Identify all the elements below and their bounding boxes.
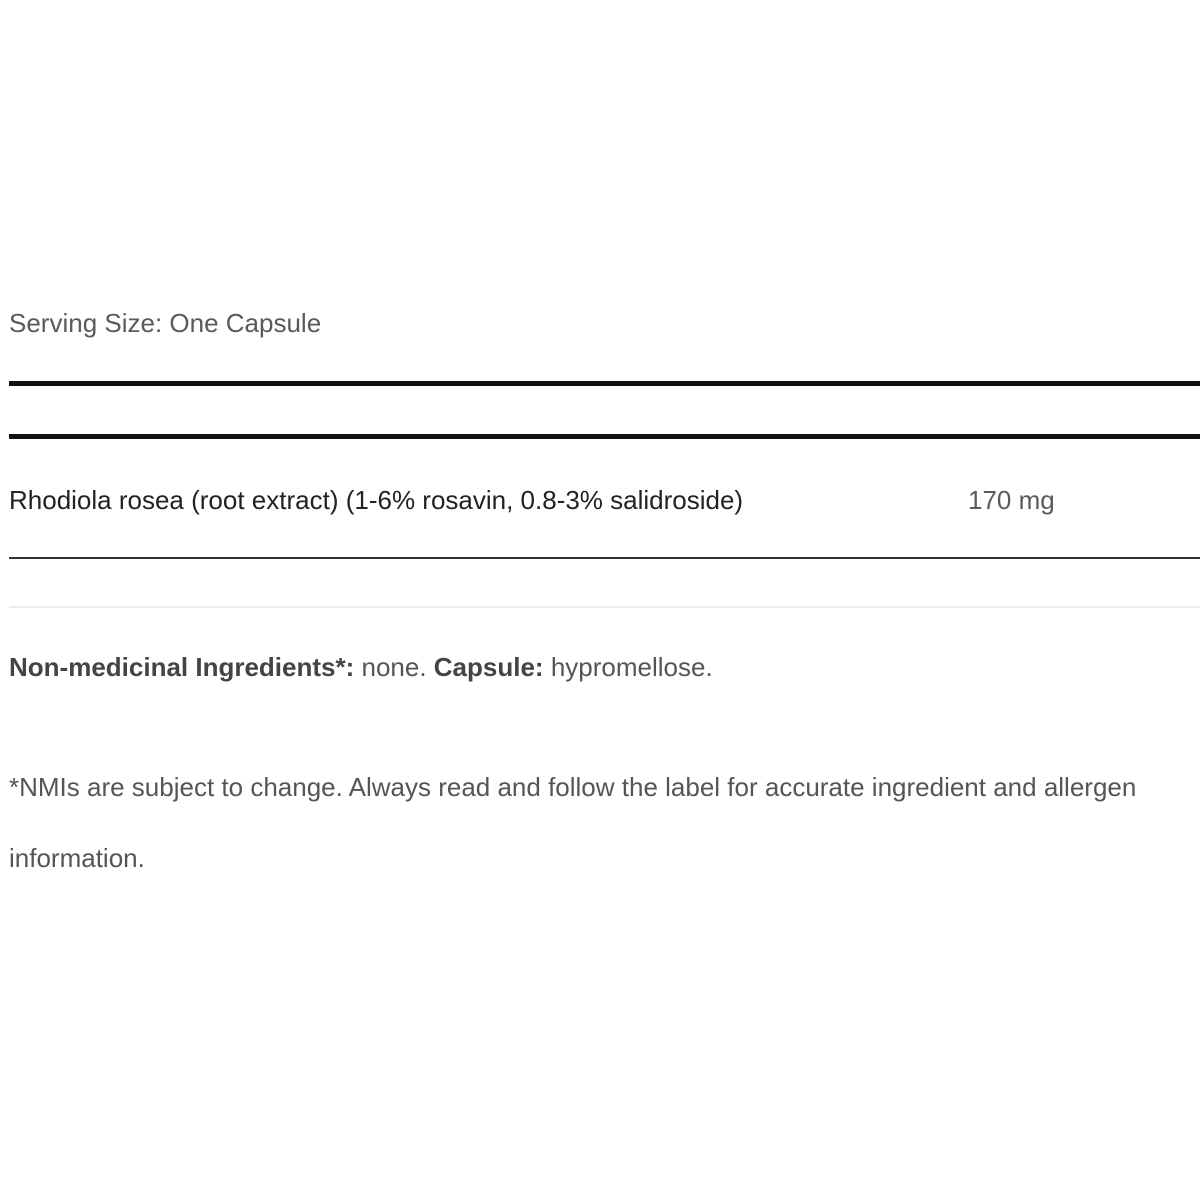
capsule-label: Capsule: bbox=[433, 652, 544, 682]
capsule-value: hypromellose. bbox=[543, 652, 713, 682]
ingredient-amount: 170 mg bbox=[968, 485, 1055, 515]
disclaimer-line-2: information. bbox=[9, 843, 145, 873]
serving-size: Serving Size: One Capsule bbox=[9, 308, 322, 338]
nmi-disclaimer bbox=[9, 752, 1200, 894]
table-top-rule bbox=[9, 381, 1200, 386]
ingredient-name: Rhodiola rosea (root extract) (1-6% rosavin, 0.8-3% salidroside) bbox=[9, 485, 744, 515]
non-medicinal-ingredients bbox=[9, 650, 713, 684]
section-divider bbox=[9, 606, 1200, 608]
table-bottom-rule bbox=[9, 557, 1200, 559]
disclaimer-line-1: *NMIs are subject to change. Always read and follow the label for accurate ingredient and allergen bbox=[9, 772, 1137, 802]
table-header-rule bbox=[9, 434, 1200, 439]
table-row bbox=[9, 480, 1200, 520]
nmi-label: Non-medicinal Ingredients*: bbox=[9, 652, 355, 682]
nmi-value: none. bbox=[354, 652, 434, 682]
